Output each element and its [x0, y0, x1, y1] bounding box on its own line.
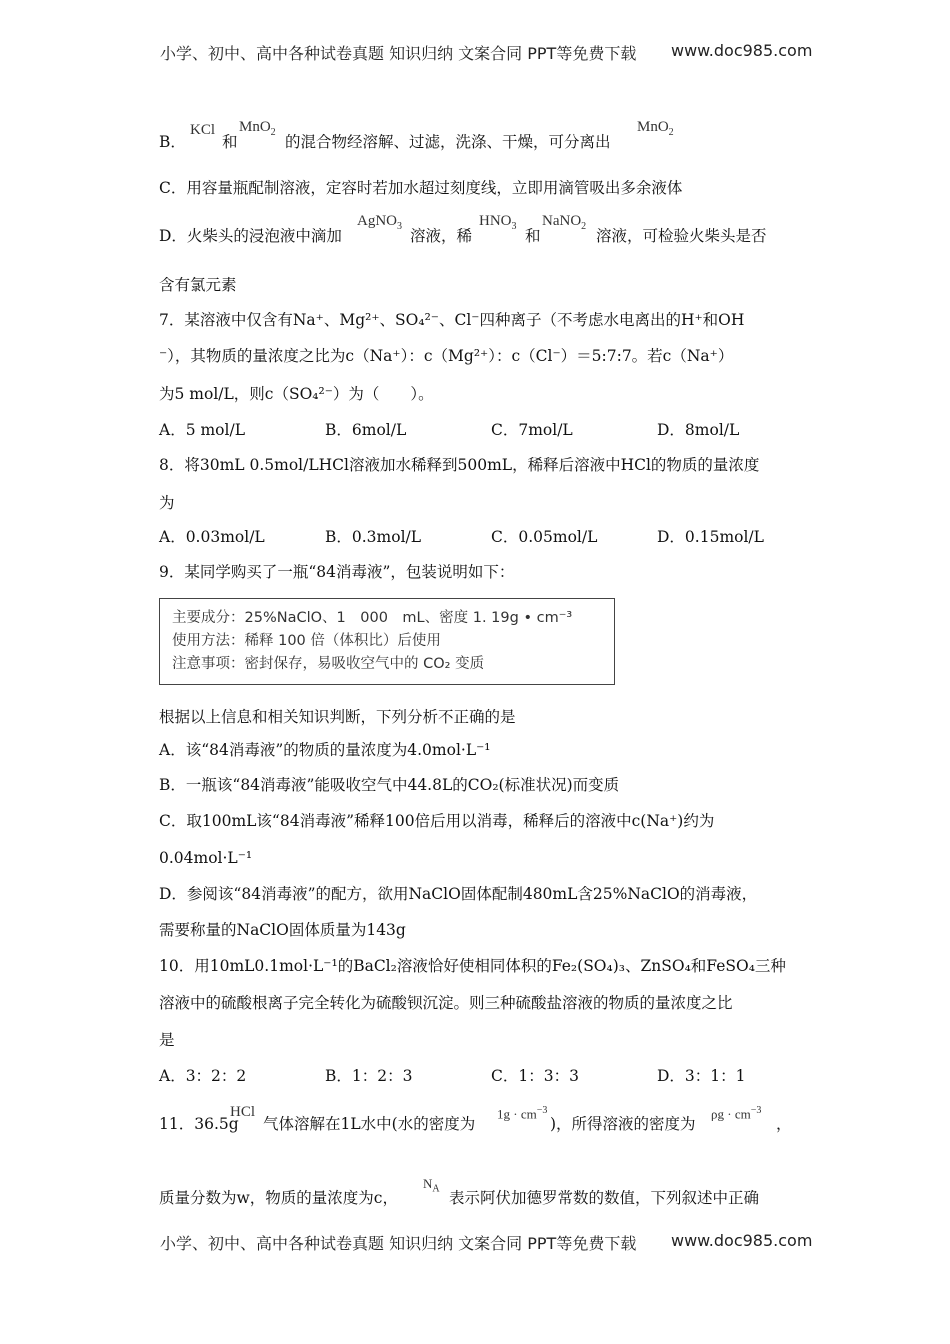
q11-text4: 质量分数为w，物质的量浓度为c， [159, 1189, 398, 1207]
q7-option-c[interactable]: C．7mol/L [491, 421, 573, 439]
q7-option-d[interactable]: D．8mol/L [657, 421, 740, 439]
q9-option-d[interactable]: D．参阅该“84消毒液”的配方，欲用NaClO固体配制480mL含25%NaClO的消毒液， [159, 885, 758, 903]
q10-option-c[interactable]: C．1：3：3 [491, 1067, 579, 1085]
q7-option-b[interactable]: B．6mol/L [325, 421, 407, 439]
page-header-left: 小学、初中、高中各种试卷真题 知识归纳 文案合同 PPT等免费下载 [160, 44, 637, 63]
q9-option-d-cont: 需要称量的NaClO固体质量为143g [159, 921, 406, 939]
page-footer-right[interactable]: www.doc985.com [671, 1231, 813, 1250]
q9-option-a[interactable]: A．该“84消毒液”的物质的量浓度为4.0mol·L⁻¹ [159, 741, 491, 759]
q10-option-a[interactable]: A．3：2：2 [159, 1067, 247, 1085]
q11-num: 11．36.5g [159, 1115, 239, 1133]
q10-option-d[interactable]: D．3：1：1 [657, 1067, 746, 1085]
q9-question: 根据以上信息和相关知识判断，下列分析不正确的是 [159, 708, 516, 726]
q6-d-text3: 和 [525, 227, 541, 245]
q9-option-b[interactable]: B．一瓶该“84消毒液”能吸收空气中44.8L的CO₂(标准状况)而变质 [159, 776, 620, 794]
q6-option-c: C．用容量瓶配制溶液，定容时若加水超过刻度线，立即用滴管吸出多余液体 [159, 179, 683, 197]
q8-option-c[interactable]: C．0.05mol/L [491, 528, 598, 546]
q11-density-water: $1g \cdot cm^{-3}$ [497, 1105, 548, 1122]
q8-stem-line1: 8．将30mL 0.5mol/LHCl溶液加水稀释到500mL，稀释后溶液中HCl的物质的量浓度 [159, 456, 760, 474]
q9-box-line1: 主要成分：25%NaClO、1 000 mL、密度 1. 19g • cm⁻³ [172, 610, 573, 626]
q11-density-solution: $\rho g \cdot cm^{-3}$ [711, 1105, 762, 1122]
q10-stem-line1: 10．用10mL0.1mol·L⁻¹的BaCl₂溶液恰好使相同体积的Fe₂(SO₄)₃、ZnSO₄和FeSO₄三种 [159, 957, 786, 975]
q11-avogadro: $N_A$ [423, 1176, 440, 1195]
q7-stem-line2: ⁻），其物质的量浓度之比为c（Na⁺）：c（Mg²⁺）：c（Cl⁻）＝5:7:7。若c（Na⁺） [159, 347, 734, 365]
q11-stem-line2 [159, 1170, 799, 1210]
q8-option-a[interactable]: A．0.03mol/L [159, 528, 265, 546]
q6-b-text: 的混合物经溶解、过滤，洗涤、干燥，可分离出 [285, 133, 611, 151]
q10-stem-line3: 是 [159, 1031, 175, 1049]
q6-d-text1: D．火柴头的浸泡液中滴加 [159, 227, 342, 245]
page-footer-left: 小学、初中、高中各种试卷真题 知识归纳 文案合同 PPT等免费下载 [160, 1234, 637, 1253]
q6-d-nano2: NaNO$_2$ [542, 213, 587, 232]
q9-option-c[interactable]: C．取100mL该“84消毒液”稀释100倍后用以消毒，稀释后的溶液中c(Na⁺)约为 [159, 812, 715, 830]
page-header-right[interactable]: www.doc985.com [671, 41, 813, 60]
q11-stem-line1 [159, 1098, 799, 1138]
q11-text5: 表示阿伏加德罗常数的数值，下列叙述中正确 [449, 1189, 760, 1207]
q6-option-b [159, 113, 779, 153]
q11-text1: 气体溶解在1L水中(水的密度为 [263, 1115, 476, 1133]
q11-text3: ， [776, 1115, 792, 1133]
q8-stem-line2: 为 [159, 494, 175, 512]
q8-option-b[interactable]: B．0.3mol/L [325, 528, 422, 546]
q11-hcl: HCl [230, 1104, 256, 1120]
q6-b-and: 和 [222, 133, 238, 151]
q7-option-a[interactable]: A．5 mol/L [159, 421, 245, 439]
q9-label-box [159, 598, 615, 685]
q9-box-line3: 注意事项：密封保存，易吸收空气中的 CO₂ 变质 [172, 656, 485, 672]
q6-d-agno3: AgNO$_3$ [357, 213, 402, 232]
q6-option-d-cont: 含有氯元素 [159, 276, 237, 294]
q11-text2: )，所得溶液的密度为 [550, 1115, 696, 1133]
q10-stem-line2: 溶液中的硫酸根离子完全转化为硫酸钡沉淀。则三种硫酸盐溶液的物质的量浓度之比 [159, 994, 733, 1012]
q8-option-d[interactable]: D．0.15mol/L [657, 528, 764, 546]
q9-stem: 9．某同学购买了一瓶“84消毒液”，包装说明如下： [159, 563, 515, 581]
q6-b-mno2-result: MnO$_2$ [637, 119, 674, 138]
q6-d-hno3: $HNO_3$ [479, 213, 517, 232]
q10-option-b[interactable]: B．1：2：3 [325, 1067, 413, 1085]
q6-b-label: B． [159, 133, 186, 151]
q6-b-kcl: KCl [190, 122, 216, 138]
q6-option-d [159, 208, 799, 248]
q6-b-mno2: MnO$_2$ [239, 119, 276, 138]
q6-d-text2: 溶液，稀 [410, 227, 473, 245]
q7-stem-line3: 为5 mol/L，则c（SO₄²⁻）为（ ）。 [159, 385, 434, 403]
q9-box-line2: 使用方法：稀释 100 倍（体积比）后使用 [172, 633, 441, 649]
q9-option-c-cont: 0.04mol·L⁻¹ [159, 849, 253, 867]
q7-stem-line1: 7．某溶液中仅含有Na⁺、Mg²⁺、SO₄²⁻、Cl⁻四种离子（不考虑水电离出的H⁺和OH [159, 311, 745, 329]
q6-d-text4: 溶液，可检验火柴头是否 [596, 227, 767, 245]
